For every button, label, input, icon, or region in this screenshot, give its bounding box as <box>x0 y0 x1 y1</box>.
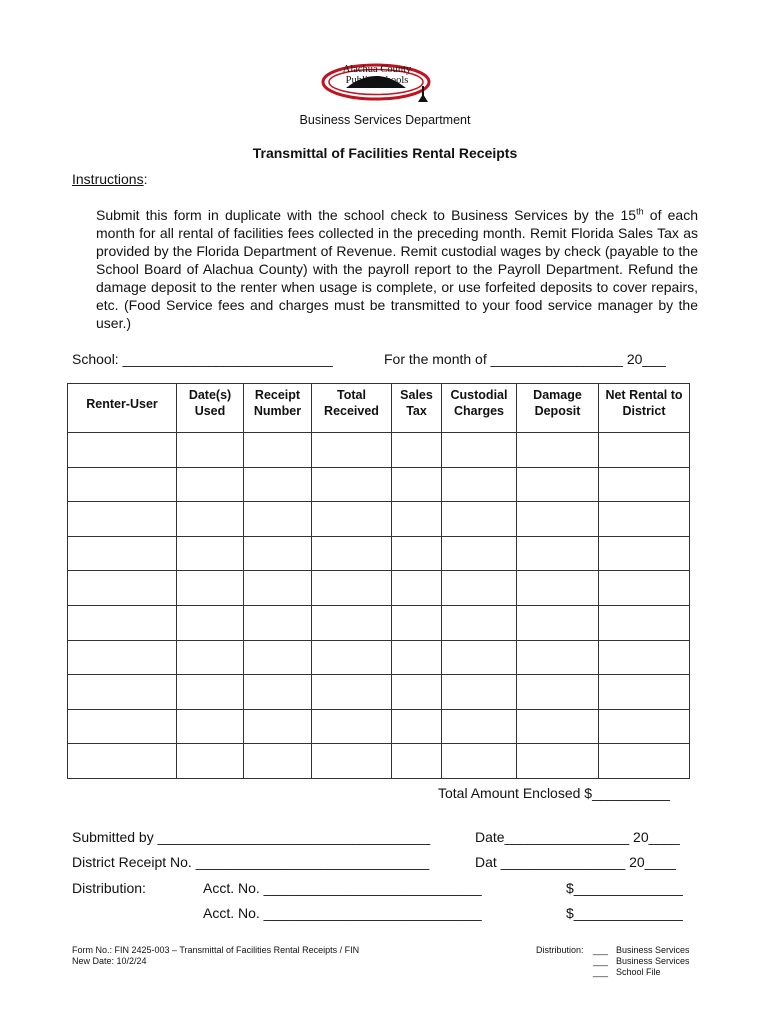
table-cell[interactable] <box>517 605 599 640</box>
table-cell[interactable] <box>392 640 442 675</box>
table-cell[interactable] <box>177 744 244 779</box>
table-cell[interactable] <box>244 675 312 710</box>
table-cell[interactable] <box>312 433 392 468</box>
col-header-label: Sales Tax <box>400 388 433 418</box>
table-cell[interactable] <box>68 536 177 571</box>
table-cell[interactable] <box>244 467 312 502</box>
table-cell[interactable] <box>68 709 177 744</box>
table-cell[interactable] <box>517 433 599 468</box>
instructions-text-1: Submit this form in duplicate with the school check to Business Services by the 15 <box>96 207 637 223</box>
table-cell[interactable] <box>68 640 177 675</box>
table-cell[interactable] <box>442 467 517 502</box>
table-cell[interactable] <box>442 640 517 675</box>
distribution-label: Distribution: <box>72 880 146 896</box>
table-cell[interactable] <box>392 467 442 502</box>
amount-field-2[interactable]: $______________ <box>566 905 683 921</box>
table-cell[interactable] <box>312 744 392 779</box>
table-cell[interactable] <box>68 744 177 779</box>
table-cell[interactable] <box>177 571 244 606</box>
table-header-row <box>68 384 690 433</box>
table-cell[interactable] <box>392 536 442 571</box>
table-cell[interactable] <box>517 571 599 606</box>
table-cell[interactable] <box>392 502 442 537</box>
table-cell[interactable] <box>392 744 442 779</box>
col-header-label: Date(s) Used <box>188 388 232 418</box>
distribution-checkbox-3[interactable]: ___ <box>593 967 609 977</box>
col-header-renter-user <box>68 384 177 433</box>
instructions-paragraph <box>96 206 698 332</box>
table-cell[interactable] <box>312 536 392 571</box>
table-cell[interactable] <box>442 536 517 571</box>
col-header-total-received <box>312 384 392 433</box>
logo-text: Alachua County Public Schools <box>342 64 412 86</box>
table-cell[interactable] <box>312 640 392 675</box>
table-cell[interactable] <box>177 640 244 675</box>
table-cell[interactable] <box>177 467 244 502</box>
table-row <box>68 709 690 744</box>
table-cell[interactable] <box>599 467 690 502</box>
instructions-label: Instructions <box>72 171 144 187</box>
table-cell[interactable] <box>599 502 690 537</box>
school-field[interactable]: School: ___________________________ <box>72 351 333 367</box>
table-cell[interactable] <box>392 571 442 606</box>
table-cell[interactable] <box>244 709 312 744</box>
table-cell[interactable] <box>442 502 517 537</box>
table-cell[interactable] <box>312 502 392 537</box>
submitted-date-field[interactable]: Date________________ 20____ <box>475 829 680 845</box>
table-cell[interactable] <box>244 536 312 571</box>
form-title: Transmittal of Facilities Rental Receipts <box>252 145 518 161</box>
table-cell[interactable] <box>312 467 392 502</box>
table-row <box>68 433 690 468</box>
table-cell[interactable] <box>177 605 244 640</box>
form-number: Form No.: FIN 2425-003 – Transmittal of Facilities Rental Receipts / FIN <box>72 945 360 955</box>
table-cell[interactable] <box>312 709 392 744</box>
col-header-label: Total Received <box>324 388 379 418</box>
table-cell[interactable] <box>599 433 690 468</box>
table-cell[interactable] <box>244 502 312 537</box>
table-cell[interactable] <box>517 744 599 779</box>
distribution-checkbox-2[interactable]: ___ <box>593 956 609 966</box>
table-cell[interactable] <box>68 675 177 710</box>
col-header-receipt-number <box>244 384 312 433</box>
table-cell[interactable] <box>392 605 442 640</box>
instructions-heading <box>72 171 147 187</box>
table-cell[interactable] <box>392 433 442 468</box>
district-receipt-field[interactable]: District Receipt No. ______________________________ <box>72 854 430 870</box>
table-cell[interactable] <box>599 744 690 779</box>
col-header-net-rental <box>599 384 690 433</box>
table-cell[interactable] <box>312 571 392 606</box>
total-amount-enclosed[interactable]: Total Amount Enclosed $__________ <box>438 785 670 801</box>
school-district-logo <box>320 56 442 112</box>
table-cell[interactable] <box>177 709 244 744</box>
table-cell[interactable] <box>312 675 392 710</box>
distribution-item: Business Services <box>616 945 690 955</box>
rental-receipts-table <box>67 383 690 779</box>
col-header-label: Damage Deposit <box>533 388 582 418</box>
distribution-checkbox-1[interactable]: ___ <box>593 945 609 955</box>
table-cell[interactable] <box>442 571 517 606</box>
table-row <box>68 605 690 640</box>
table-cell[interactable] <box>517 467 599 502</box>
table-cell[interactable] <box>599 640 690 675</box>
table-cell[interactable] <box>442 433 517 468</box>
submitted-by-field[interactable]: Submitted by ___________________________________ <box>72 829 431 845</box>
table-cell[interactable] <box>599 536 690 571</box>
table-cell[interactable] <box>312 605 392 640</box>
table-row <box>68 640 690 675</box>
table-cell[interactable] <box>68 433 177 468</box>
col-header-label: Custodial Charges <box>450 388 508 418</box>
table-cell[interactable] <box>177 675 244 710</box>
instructions-text-2: of each month for all rental of facilities fees collected in the preceding month. Remit Florida Sales Tax as provided by the Florida Department of Revenue. Remit custodial wages by check (payable to the School Board of Alachua County) with the payroll report to the Payroll Department. Refund the damage deposit to the renter when usage is complete, or use forfeited deposits to cover repairs, etc. (Food Service fees and charges must be transmitted to your food service manager by the user.) <box>96 207 698 331</box>
distribution-item: School File <box>616 967 661 977</box>
table-cell[interactable] <box>599 605 690 640</box>
table-cell[interactable] <box>442 605 517 640</box>
table-cell[interactable] <box>599 709 690 744</box>
table-cell[interactable] <box>68 502 177 537</box>
table-cell[interactable] <box>244 744 312 779</box>
table-cell[interactable] <box>244 571 312 606</box>
acct-no-field-2[interactable]: Acct. No. ____________________________ <box>203 905 482 921</box>
table-cell[interactable] <box>244 433 312 468</box>
table-row <box>68 502 690 537</box>
col-header-damage-deposit <box>517 384 599 433</box>
table-cell[interactable] <box>599 571 690 606</box>
table-cell[interactable] <box>442 744 517 779</box>
table-cell[interactable] <box>244 605 312 640</box>
distribution-item: Business Services <box>616 956 690 966</box>
table-row <box>68 571 690 606</box>
table-cell[interactable] <box>177 433 244 468</box>
month-field[interactable]: For the month of _________________ 20___ <box>384 351 666 367</box>
col-header-custodial-charges <box>442 384 517 433</box>
table-row <box>68 744 690 779</box>
footer-distribution-label: Distribution: <box>536 945 584 955</box>
table-cell[interactable] <box>177 536 244 571</box>
table-cell[interactable] <box>599 675 690 710</box>
col-header-label: Receipt Number <box>253 388 302 418</box>
table-cell[interactable] <box>442 675 517 710</box>
instructions-superscript: th <box>636 206 644 217</box>
table-cell[interactable] <box>517 709 599 744</box>
table-cell[interactable] <box>442 709 517 744</box>
table-body <box>68 433 690 779</box>
amount-field-1[interactable]: $______________ <box>566 880 683 896</box>
table-cell[interactable] <box>517 502 599 537</box>
table-row <box>68 536 690 571</box>
table-cell[interactable] <box>517 536 599 571</box>
table-row <box>68 675 690 710</box>
table-cell[interactable] <box>517 640 599 675</box>
department-name: Business Services Department <box>299 113 471 127</box>
table-cell[interactable] <box>392 709 442 744</box>
form-new-date: New Date: 10/2/24 <box>72 956 147 966</box>
col-header-label: Net Rental to District <box>605 388 683 418</box>
col-header-label: Renter-User <box>86 397 158 411</box>
acct-no-field-1[interactable]: Acct. No. ____________________________ <box>203 880 482 896</box>
district-receipt-date-field[interactable]: Dat ________________ 20____ <box>475 854 676 870</box>
table-cell[interactable] <box>244 640 312 675</box>
col-header-dates-used <box>177 384 244 433</box>
table-cell[interactable] <box>68 605 177 640</box>
table-cell[interactable] <box>517 675 599 710</box>
table-cell[interactable] <box>68 467 177 502</box>
instructions-colon: : <box>143 171 148 187</box>
table-row <box>68 467 690 502</box>
col-header-sales-tax <box>392 384 442 433</box>
table-cell[interactable] <box>392 675 442 710</box>
table-cell[interactable] <box>177 502 244 537</box>
table-cell[interactable] <box>68 571 177 606</box>
